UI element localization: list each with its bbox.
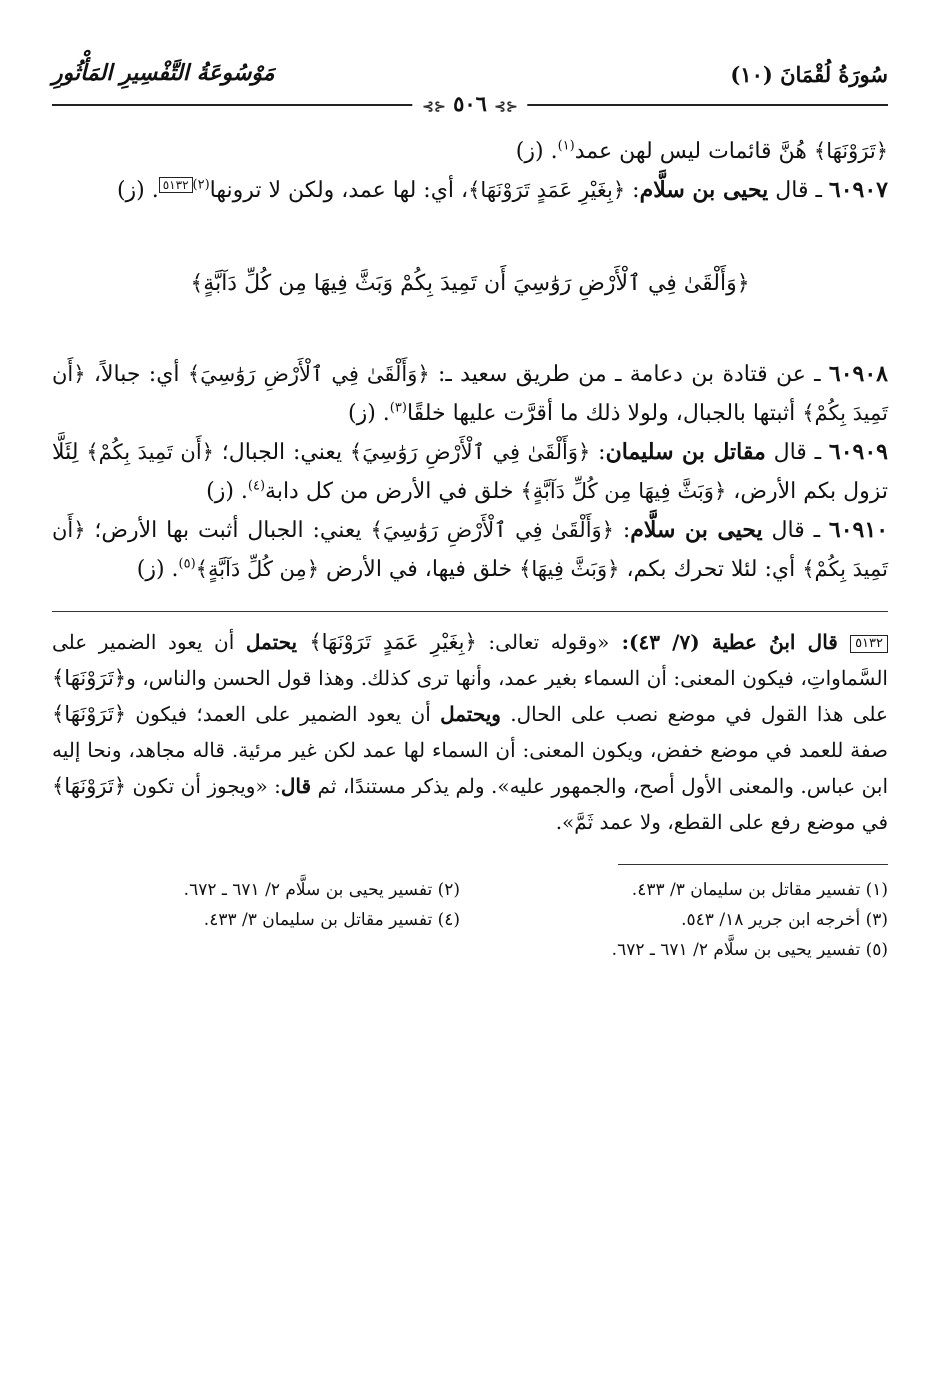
narration-lead: ـ قال bbox=[768, 178, 829, 203]
intro-text: هُنَّ قائمات ليس لهن عمد bbox=[574, 139, 814, 164]
quran-quote: ﴿أَن تَمِيدَ بِكُمْ﴾ bbox=[52, 518, 888, 581]
colon: : bbox=[625, 178, 640, 203]
book-title: مَوْسُوعَةُ التَّفْسِيرِ المَأْثُورِ bbox=[52, 60, 275, 86]
narration-60908 bbox=[52, 355, 888, 433]
narration-text: خلق في الأرض من كل دابة bbox=[265, 479, 521, 504]
quran-quote: ﴿تَرَوْنَهَا﴾ bbox=[52, 666, 127, 690]
narration-number: ٦٠٩٠٧ bbox=[828, 177, 888, 203]
note-lead: قال ابنُ عطية (٧/ ٤٣): bbox=[609, 630, 851, 654]
narration-text: أي: جبالاً، bbox=[85, 362, 188, 387]
narration-text: لِئَلَّا تزول بكم الأرض، bbox=[52, 440, 888, 504]
note-keyword: يحتمل bbox=[245, 630, 310, 654]
note-text: أن يعود الضمير على السَّماواتِ، فيكون المعنى: أن السماء بغير عمد، وأنها ترى كذلك. وهذا قول الحسن والناس، و bbox=[52, 630, 888, 690]
surah-title: سُورَةُ لُقْمَانَ (١٠) bbox=[730, 62, 888, 87]
footnote-item: (١) تفسير مقاتل بن سليمان ٣/ ٤٣٣. bbox=[631, 880, 888, 900]
footnote-item: (٥) تفسير يحيى بن سلَّام ٢/ ٦٧١ ـ ٦٧٢. bbox=[611, 940, 888, 960]
ornament-icon: ⊰⊱ bbox=[494, 99, 518, 115]
narration-60910 bbox=[52, 511, 888, 589]
source-tag: . (ز) bbox=[116, 178, 159, 203]
source-tag: . (ز) bbox=[206, 479, 248, 504]
source-tag: . (ز) bbox=[348, 401, 390, 426]
ornament-icon: ⊰⊱ bbox=[422, 99, 446, 115]
note-text: أن يعود الضمير على العمد؛ فيكون bbox=[126, 702, 441, 726]
source-tag: . (ز) bbox=[136, 557, 179, 582]
quran-quote: ﴿تَرَوْنَهَا﴾ bbox=[52, 702, 127, 726]
narration-text: خلق فيها، في الأرض bbox=[319, 557, 520, 582]
note-keyword: قال bbox=[280, 774, 312, 798]
footnote-ref[interactable]: (٤) bbox=[247, 478, 266, 494]
footnote-ref[interactable]: (١) bbox=[557, 138, 575, 154]
quran-quote: ﴿مِن كُلِّ دَآبَّةٍ﴾ bbox=[195, 557, 320, 581]
footnote-ref[interactable]: (٥) bbox=[178, 556, 196, 572]
footnote-divider bbox=[618, 864, 888, 865]
narration-text: يعني: الجبال أثبت بها الأرض؛ bbox=[85, 518, 371, 543]
narration-lead: ـ عن قتادة بن دعامة ـ من طريق سعيد ـ: bbox=[429, 362, 829, 387]
narration-number: ٦٠٩٠٩ bbox=[828, 439, 888, 465]
note-text: في موضع رفع على القطع، ولا عمد ثَمَّ». bbox=[555, 810, 888, 834]
narration-lead: ـ قال bbox=[762, 518, 829, 543]
footnote-ref[interactable]: (٢) bbox=[192, 177, 210, 193]
narrator-name: يحيى بن سلَّام bbox=[639, 177, 769, 203]
footnote-item: (٢) تفسير يحيى بن سلَّام ٢/ ٦٧١ ـ ٦٧٢. bbox=[183, 880, 460, 900]
narration-text: ، أي: لها عمد، ولكن لا ترونها bbox=[209, 178, 469, 203]
quran-quote: ﴿وَأَلْقَىٰ فِي ٱلْأَرْضِ رَوَٰسِيَ﴾ bbox=[370, 518, 614, 542]
narration-60907 bbox=[52, 171, 888, 210]
note-divider bbox=[52, 611, 888, 612]
note-text: على هذا القول في موضع نصب على الحال. bbox=[500, 702, 888, 726]
quran-quote: ﴿وَبَثَّ فِيهَا مِن كُلِّ دَآبَّةٍ﴾ bbox=[520, 479, 727, 503]
quran-quote: ﴿أَن تَمِيدَ بِكُمْ﴾ bbox=[52, 362, 888, 425]
note-number-box: ٥١٣٢ bbox=[850, 635, 888, 653]
narration-text: يعني: الجبال؛ bbox=[213, 440, 350, 465]
page-number bbox=[412, 91, 527, 116]
quran-quote: ﴿بِغَيْرِ عَمَدٍ تَرَوْنَهَا﴾ bbox=[309, 630, 477, 654]
quran-quote: ﴿وَأَلْقَىٰ فِي ٱلْأَرْضِ رَوَٰسِيَ﴾ bbox=[187, 362, 430, 386]
commentary-note-5132 bbox=[52, 624, 888, 840]
note-keyword: ويحتمل bbox=[440, 702, 501, 726]
narrator-name: مقاتل بن سليمان bbox=[605, 439, 766, 465]
narration-lead: ـ قال bbox=[765, 440, 829, 465]
narration-number: ٦٠٩١٠ bbox=[828, 517, 889, 543]
colon: : bbox=[614, 518, 631, 543]
narration-text: أي: لئلا تحرك بكم، bbox=[619, 557, 803, 582]
page-number-text: ٥٠٦ bbox=[453, 91, 487, 116]
note-text: : «ويجوز أن تكون bbox=[126, 774, 281, 798]
footnotes bbox=[52, 875, 888, 965]
book-page bbox=[52, 48, 888, 965]
page-header bbox=[52, 48, 888, 116]
quran-quote: ﴿تَرَوْنَهَا﴾ bbox=[52, 774, 127, 798]
note-text: صفة للعمد في موضع خفض، ويكون المعنى: أن السماء لها عمد لكن غير مرئية. قاله مجاهد، ونحا إليه ابن عباس. والمعنى الأول أصح، والجمهور عليه». ولم يذكر مستندًا، ثم bbox=[52, 738, 888, 798]
quran-quote: ﴿بِغَيْرِ عَمَدٍ تَرَوْنَهَا﴾ bbox=[468, 178, 626, 202]
narration-text: أثبتها بالجبال، ولولا ذلك ما أقرَّت عليها خلقًا bbox=[406, 401, 803, 426]
source-tag: . (ز) bbox=[515, 139, 558, 164]
footnote-item: (٣) أخرجه ابن جرير ١٨/ ٥٤٣. bbox=[681, 910, 888, 930]
boxed-note-ref[interactable]: ٥١٣٢ bbox=[159, 177, 193, 193]
quran-quote: ﴿أَن تَمِيدَ بِكُمْ﴾ bbox=[86, 440, 214, 464]
intro-line bbox=[52, 132, 888, 171]
quran-quote: ﴿تَرَوْنَهَا﴾ bbox=[813, 139, 888, 163]
narrator-name: يحيى بن سلَّام bbox=[630, 517, 763, 543]
footnote-item: (٤) تفسير مقاتل بن سليمان ٣/ ٤٣٣. bbox=[203, 910, 460, 930]
narration-number: ٦٠٩٠٨ bbox=[828, 361, 888, 387]
quran-quote: ﴿وَبَثَّ فِيهَا﴾ bbox=[519, 557, 620, 581]
note-text: «وقوله تعالى: bbox=[476, 630, 610, 654]
verse-heading: ﴿وَأَلْقَىٰ فِي ٱلْأَرْضِ رَوَٰسِيَ أَن تَمِيدَ بِكُمْ وَبَثَّ فِيهَا مِن كُلِّ دَآبَّةٍ﴾ bbox=[190, 271, 750, 296]
quran-quote: ﴿وَأَلْقَىٰ فِي ٱلْأَرْضِ رَوَٰسِيَ﴾ bbox=[349, 440, 591, 464]
main-text bbox=[52, 132, 888, 589]
footnote-ref[interactable]: (٣) bbox=[389, 400, 407, 416]
narration-60909 bbox=[52, 433, 888, 511]
colon: : bbox=[590, 440, 606, 465]
